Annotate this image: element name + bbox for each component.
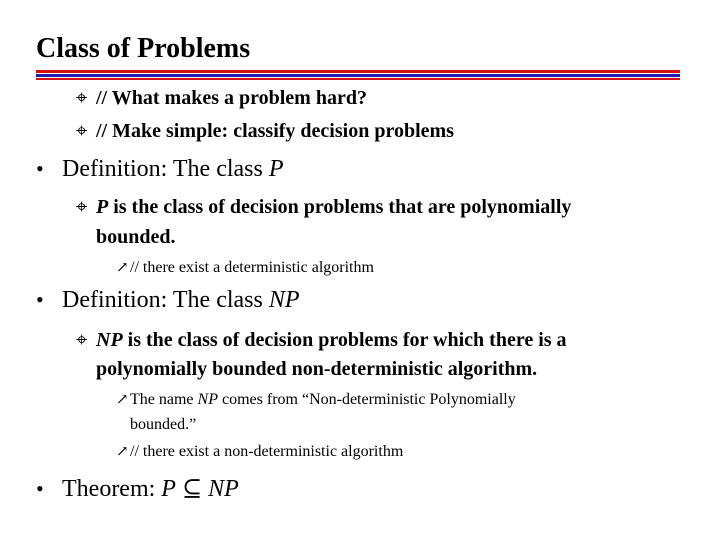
dot-bullet-icon: •: [36, 287, 44, 312]
p-note: ↗// there exist a deterministic algorithm: [116, 259, 374, 276]
arrow-bullet-icon: ↗: [116, 444, 129, 460]
np-name-note-line-1: ↗The name NP comes from “Non-deterministic Polynomially: [116, 391, 516, 408]
np-description-line-2: polynomially bounded non-deterministic algorithm.: [96, 358, 538, 380]
np-description-line-1: ⌖ NP is the class of decision problems for which there is a: [76, 329, 567, 351]
theorem: • Theorem: P ⊆ NP: [36, 476, 239, 502]
definition-np: • Definition: The class NP: [36, 287, 300, 313]
definition-p: • Definition: The class P: [36, 156, 284, 182]
intro-line-1: ⌖ // What makes a problem hard?: [76, 87, 367, 109]
np-note: ↗// there exist a non-deterministic algorithm: [116, 443, 404, 460]
arrow-bullet-icon: ↗: [116, 260, 129, 276]
q-bullet-icon: ⌖: [76, 196, 88, 218]
intro-line-2: ⌖ // Make simple: classify decision problems: [76, 120, 454, 142]
p-description-line-2: bounded.: [96, 226, 176, 248]
np-name-note-line-2: bounded.”: [130, 416, 197, 433]
arrow-bullet-icon: ↗: [116, 392, 129, 408]
subset-symbol: ⊆: [181, 476, 203, 502]
p-description-line-1: ⌖ P is the class of decision problems that are polynomially: [76, 196, 572, 218]
title-rule-red-top: [36, 70, 680, 73]
dot-bullet-icon: •: [36, 476, 44, 501]
q-bullet-icon: ⌖: [76, 120, 88, 142]
q-bullet-icon: ⌖: [76, 329, 88, 351]
title-rule-red-bottom: [36, 78, 680, 80]
slide-title: Class of Problems: [36, 33, 251, 64]
dot-bullet-icon: •: [36, 156, 44, 181]
q-bullet-icon: ⌖: [76, 87, 88, 109]
title-rule-blue: [36, 74, 680, 77]
